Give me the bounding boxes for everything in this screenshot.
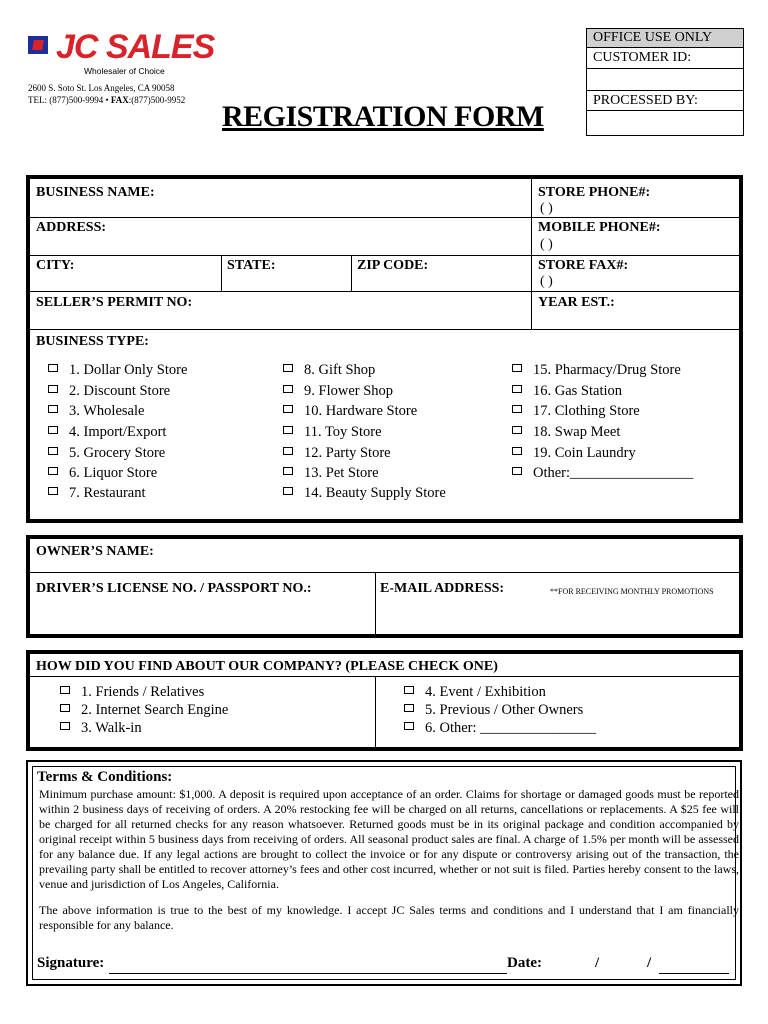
checkbox-business-type[interactable]: 17. Clothing Store [512, 403, 640, 420]
city-label: CITY: [36, 258, 75, 273]
referral-box [26, 650, 743, 751]
checkbox-business-type[interactable]: 6. Liquor Store [48, 465, 157, 482]
store-phone-label: STORE PHONE#: [538, 185, 651, 200]
checkbox-business-type[interactable]: 9. Flower Shop [283, 383, 393, 400]
checkbox-business-type[interactable]: 12. Party Store [283, 445, 391, 462]
checkbox-referral[interactable]: 2. Internet Search Engine [60, 702, 228, 719]
fax-label: FAX [110, 95, 129, 105]
tagline: Wholesaler of Choice [84, 66, 165, 76]
checkbox-referral[interactable]: 1. Friends / Relatives [60, 684, 204, 701]
checkbox-business-type[interactable]: 2. Discount Store [48, 383, 170, 400]
store-fax-field[interactable]: ( ) [540, 274, 553, 289]
email-label: E-MAIL ADDRESS: [380, 581, 505, 596]
checkbox-business-type[interactable]: 7. Restaurant [48, 485, 146, 502]
checkbox-referral[interactable]: 3. Walk-in [60, 720, 142, 737]
checkbox-business-type[interactable]: 19. Coin Laundry [512, 445, 636, 462]
date-slash: / [595, 955, 600, 971]
checkbox-business-type[interactable]: 14. Beauty Supply Store [283, 485, 446, 502]
acceptance-text: The above information is true to the best of my knowledge. I accept JC Sales terms and conditions and I understand that I am financially responsible for any balance. [39, 903, 739, 932]
referral-question: HOW DID YOU FIND ABOUT OUR COMPANY? (PLEASE CHECK ONE) [36, 659, 498, 674]
page-title: REGISTRATION FORM [222, 100, 544, 133]
mobile-phone-label: MOBILE PHONE#: [538, 220, 661, 235]
checkbox-business-type[interactable]: 13. Pet Store [283, 465, 379, 482]
checkbox-business-type[interactable]: 1. Dollar Only Store [48, 362, 187, 379]
checkbox-business-type[interactable]: 4. Import/Export [48, 424, 166, 441]
state-label: STATE: [227, 258, 276, 273]
fax: :(877)500-9952 [128, 95, 186, 105]
logo-icon [28, 36, 48, 54]
license-label: DRIVER’S LICENSE NO. / PASSPORT NO.: [36, 581, 312, 596]
tel: TEL: (877)500-9994 • [28, 95, 109, 105]
checkbox-business-type[interactable]: 18. Swap Meet [512, 424, 620, 441]
business-type-label: BUSINESS TYPE: [36, 334, 149, 349]
year-est-label: YEAR EST.: [538, 295, 615, 310]
checkbox-referral-other[interactable]: 6. Other: ________________ [404, 720, 596, 737]
date-slash: / [647, 955, 652, 971]
sellers-permit-label: SELLER’S PERMIT NO: [36, 295, 193, 310]
signature-line[interactable] [109, 973, 507, 974]
checkbox-referral[interactable]: 5. Previous / Other Owners [404, 702, 583, 719]
customer-id-label: CUSTOMER ID: [587, 48, 743, 69]
zip-label: ZIP CODE: [357, 258, 429, 273]
email-note: **FOR RECEIVING MONTHLY PROMOTIONS [550, 587, 714, 596]
street-address: 2600 S. Soto St. Los Angeles, CA 90058 [28, 83, 175, 93]
checkbox-business-type-other[interactable]: Other:_________________ [512, 465, 693, 482]
company-address [28, 82, 185, 106]
checkbox-business-type[interactable]: 8. Gift Shop [283, 362, 375, 379]
terms-box [26, 760, 742, 986]
checkbox-business-type[interactable]: 5. Grocery Store [48, 445, 165, 462]
checkbox-business-type[interactable]: 16. Gas Station [512, 383, 622, 400]
checkbox-business-type[interactable]: 10. Hardware Store [283, 403, 417, 420]
terms-heading: Terms & Conditions: [37, 769, 173, 785]
signature-label: Signature: [37, 955, 105, 971]
mobile-phone-field[interactable]: ( ) [540, 237, 553, 252]
store-phone-field[interactable]: ( ) [540, 201, 553, 216]
logo-text: JC SALES [56, 28, 215, 66]
checkbox-business-type[interactable]: 15. Pharmacy/Drug Store [512, 362, 681, 379]
owner-info-box [26, 535, 743, 638]
office-use-heading: OFFICE USE ONLY [587, 29, 743, 48]
checkbox-business-type[interactable]: 3. Wholesale [48, 403, 144, 420]
business-name-label: BUSINESS NAME: [36, 185, 155, 200]
office-use-box [586, 28, 744, 136]
checkbox-referral[interactable]: 4. Event / Exhibition [404, 684, 546, 701]
processed-by-field[interactable] [587, 111, 743, 135]
date-label: Date: [507, 955, 542, 971]
store-fax-label: STORE FAX#: [538, 258, 629, 273]
contact-line [28, 94, 185, 106]
date-line[interactable] [659, 973, 729, 974]
checkbox-business-type[interactable]: 11. Toy Store [283, 424, 382, 441]
terms-body: Minimum purchase amount: $1,000. A deposit is required upon acceptance of an order. Claims for shortage or damaged goods must be reported within 2 business days of receiving of orders. A 20% restocking fee will be charged on all returns, cancellations or replacements. A $25 fee will be charged for all returned checks for any reason whatsoever. Returned goods must be in its original package and condition accompanied by original receipt within 5 business days from receiving of orders. All seasonal product sales are final. A charge of 1.5% per month will be assessed for any balance due. If any legal actions are brought to collect the invoice or for any dispute or controversy arising out of the transaction, the prevailing party shall be entitled to recover attorney’s fees and other cost incurred, whether or not suit is filed. Parties hereby consent to the laws, venue and jurisdiction of Los Angeles, California. [39, 787, 739, 891]
business-info-box [26, 175, 743, 523]
owner-name-label: OWNER’S NAME: [36, 544, 154, 559]
customer-id-field[interactable] [587, 69, 743, 91]
processed-by-label: PROCESSED BY: [587, 91, 743, 111]
address-label: ADDRESS: [36, 220, 107, 235]
